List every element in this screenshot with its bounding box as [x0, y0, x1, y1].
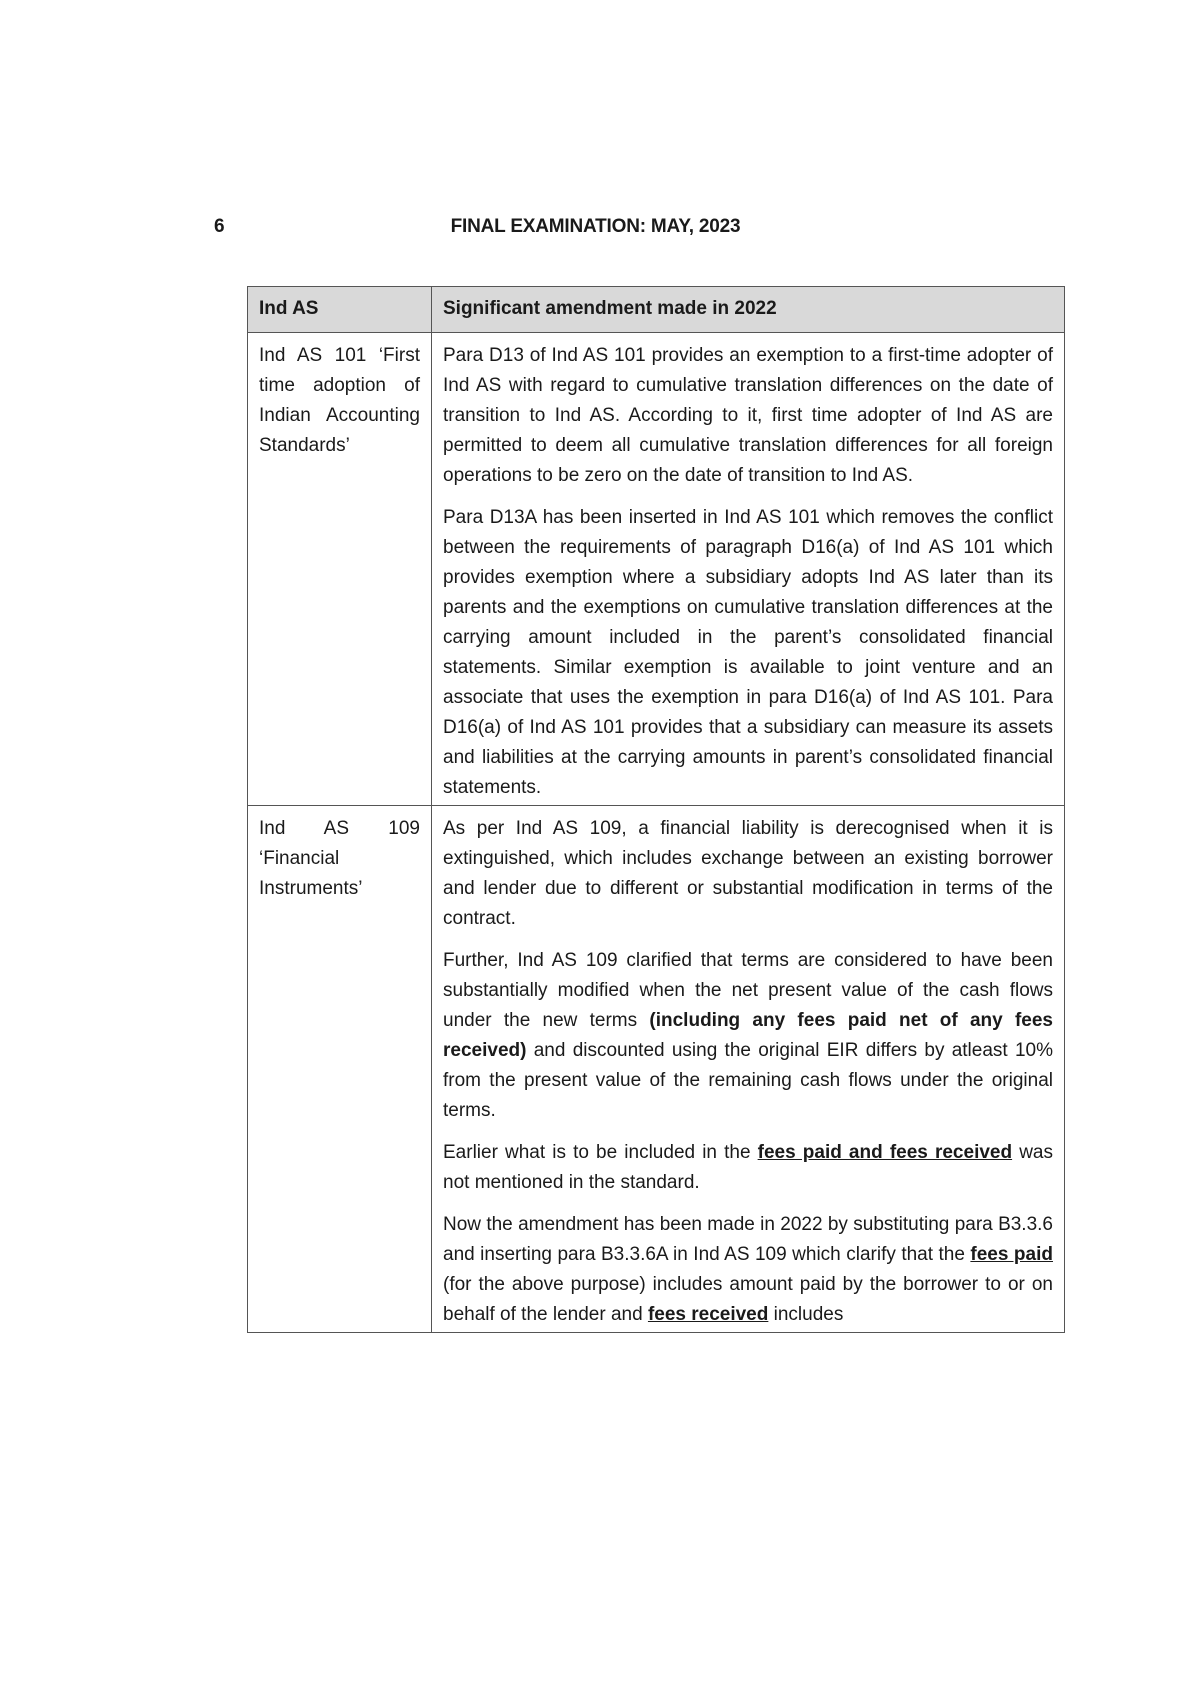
standard-name: Ind AS 109 ‘Financial Instruments’	[259, 818, 420, 899]
page-title: FINAL EXAMINATION: MAY, 2023	[450, 216, 741, 237]
text-run: (for the above purpose) includes amount paid by the borrower to or on behalf of the lender and	[443, 1274, 1053, 1325]
amendment-paragraph: As per Ind AS 109, a financial liability is derecognised when it is extinguished, which includes exchange between an existing borrower and lender due to different or substantial modification in terms of the contract.	[443, 818, 1053, 929]
standard-name: Ind AS 101 ‘First time adoption of Indian Accounting Standards’	[259, 345, 420, 456]
column-header-amendment: Significant amendment made in 2022	[432, 287, 1065, 333]
amendment-paragraph	[443, 946, 1053, 1126]
text-run: Earlier what is to be included in the	[443, 1142, 758, 1163]
amendment-paragraph: Para D13 of Ind AS 101 provides an exemption to a first-time adopter of Ind AS with regard to cumulative translation differences on the date of transition to Ind AS. According to it, first time adopter of Ind AS are permitted to deem all cumulative translation differences for all foreign operations to be zero on the date of transition to Ind AS.	[443, 345, 1053, 486]
amendments-table	[247, 286, 1065, 1333]
text-run: and discounted using the original EIR differs by atleast 10% from the present value of the remaining cash flows under the original terms.	[443, 1040, 1053, 1121]
amendment-paragraph	[443, 1138, 1053, 1198]
bold-underlined-text: fees received	[647, 1304, 769, 1325]
bold-underlined-text: fees paid	[970, 1244, 1053, 1265]
amendment-paragraph: Para D13A has been inserted in Ind AS 101 which removes the conflict between the requirements of paragraph D16(a) of Ind AS 101 which provides exemption where a subsidiary adopts Ind AS later than its parents and the exemptions on cumulative translation differences at the carrying amount included in the parent’s consolidated financial statements. Similar exemption is available to joint venture and an associate that uses the exemption in para D16(a) of Ind AS 101. Para D16(a) of Ind AS 101 provides that a subsidiary can measure its assets and liabilities at the carrying amounts in parent’s consolidated financial statements.	[443, 507, 1053, 798]
table-header-row	[248, 287, 1065, 333]
amendment-cell	[432, 806, 1065, 1333]
standard-cell	[248, 333, 432, 806]
text-run: includes	[768, 1304, 844, 1325]
bold-underlined-text: fees paid and fees received	[757, 1142, 1013, 1163]
amendment-paragraph	[443, 1210, 1053, 1330]
text-run: Further, Ind AS 109 clarified that terms are considered to have been substantially modified when the net present value of the cash flows under the new terms	[443, 950, 1053, 1031]
page-number: 6	[214, 216, 225, 237]
bold-text: (including any fees paid net of any fees received)	[443, 1010, 1053, 1061]
text-run: was not mentioned in the standard.	[443, 1142, 1053, 1193]
table-row	[248, 806, 1065, 1333]
standard-cell	[248, 806, 432, 1333]
table-row	[248, 333, 1065, 806]
amendment-cell	[432, 333, 1065, 806]
column-header-ind-as: Ind AS	[248, 287, 432, 333]
text-run: Now the amendment has been made in 2022 by substituting para B3.3.6 and inserting para B3.3.6A in Ind AS 109 which clarify that the	[443, 1214, 1053, 1265]
